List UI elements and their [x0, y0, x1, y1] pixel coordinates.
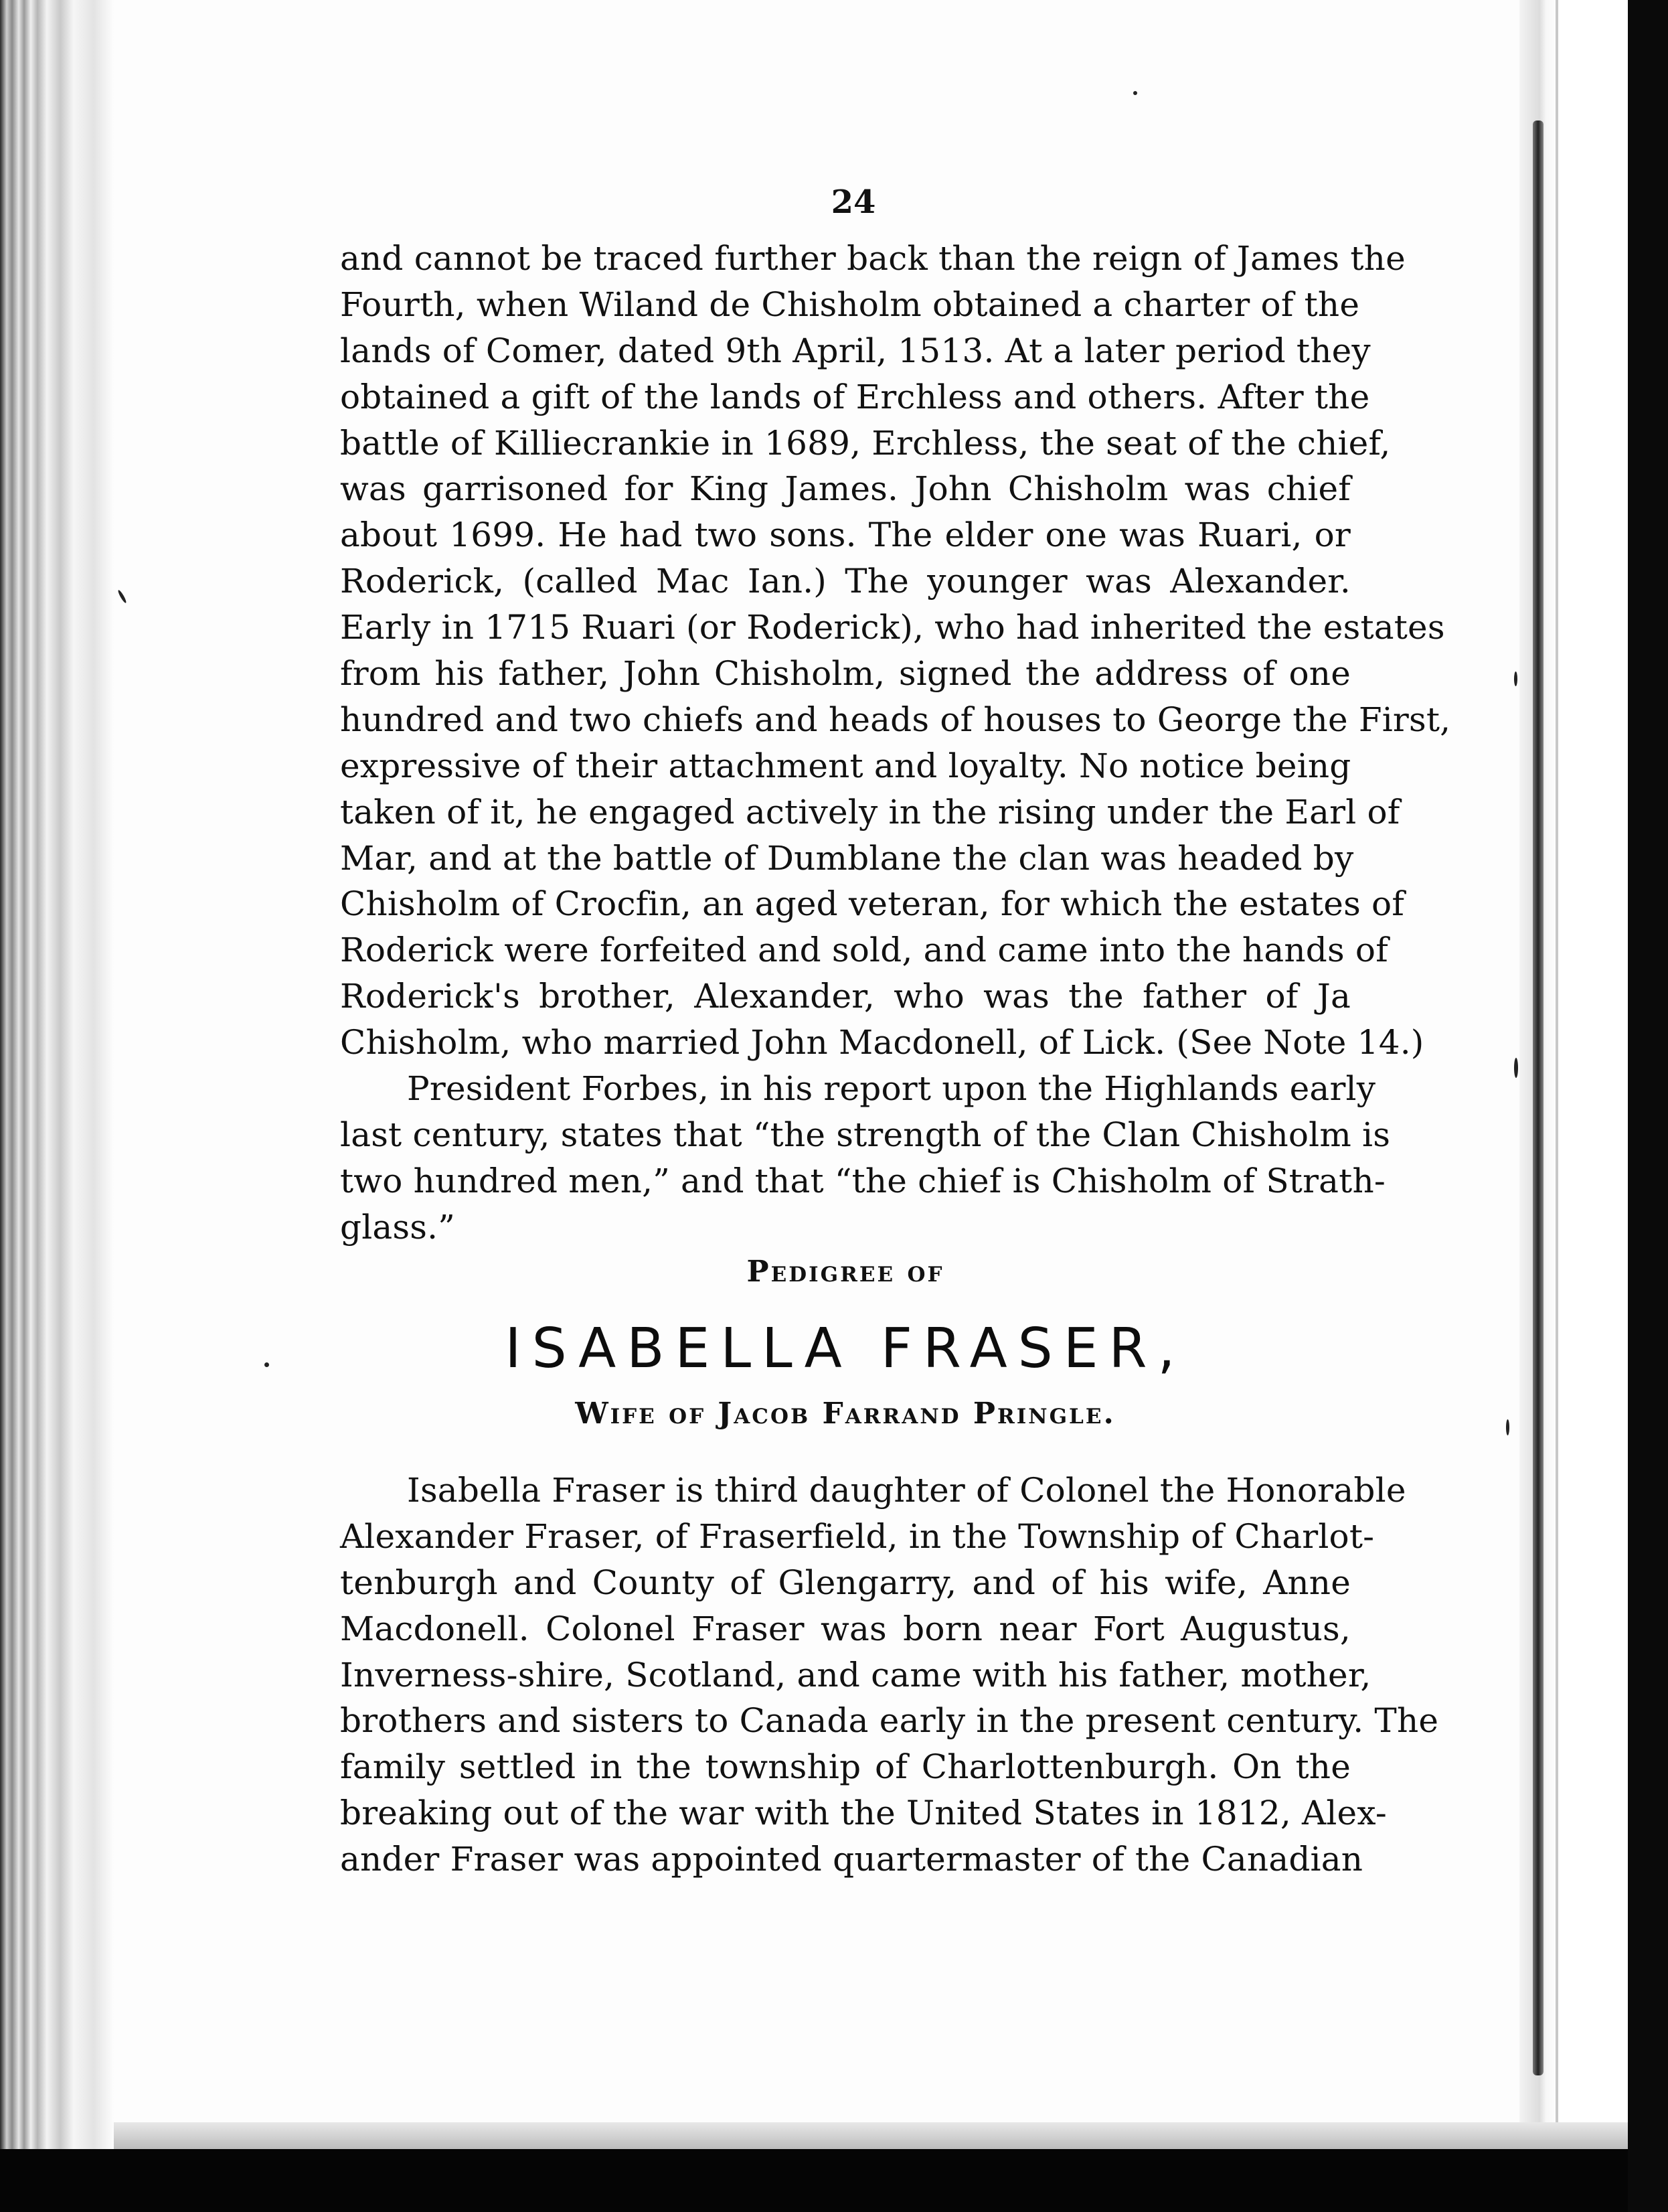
scan-speck	[1506, 1419, 1509, 1435]
paragraph-chisholm-history	[340, 236, 1451, 1066]
text-line: Macdonell. Colonel Fraser was born near Fort Augustus,	[340, 1609, 1351, 1648]
text-line: Isabella Fraser is third daughter of Colonel the Honorable	[407, 1471, 1406, 1510]
text-line: lands of Comer, dated 9th April, 1513. At a later period they	[340, 331, 1371, 370]
paragraph-president-forbes	[340, 1066, 1391, 1251]
text-line: battle of Killiecrankie in 1689, Erchless, the seat of the chief,	[340, 423, 1391, 463]
page-bottom-shadow	[114, 2122, 1628, 2149]
heading-isabella-fraser: ISABELLA FRASER,	[505, 1317, 1186, 1380]
text-line: taken of it, he engaged actively in the rising under the Earl of	[340, 792, 1400, 832]
text-line: Fourth, when Wiland de Chisholm obtained a charter of the	[340, 285, 1360, 324]
text-line: Alexander Fraser, of Fraserfield, in the Township of Charlot-	[340, 1516, 1375, 1556]
text-line: last century, states that “the strength of the Clan Chisholm is	[340, 1115, 1391, 1154]
text-line: Inverness-shire, Scotland, and came with his father, mother,	[340, 1655, 1371, 1694]
text-line: about 1699. He had two sons. The elder one was Ruari, or	[340, 516, 1351, 555]
text-line: Roderick, (called Mac Ian.) The younger was Alexander.	[340, 562, 1351, 601]
text-line: expressive of their attachment and loyalty. No notice being	[340, 746, 1351, 785]
text-line: breaking out of the war with the United States in 1812, Alex-	[340, 1794, 1387, 1833]
text-line: Roderick's brother, Alexander, who was the father of Ja	[340, 977, 1351, 1016]
text-line: brothers and sisters to Canada early in the present century. The	[340, 1701, 1439, 1741]
text-line: from his father, John Chisholm, signed the address of one	[340, 654, 1351, 694]
book-binding-edge	[0, 0, 114, 2149]
text-line: tenburgh and County of Glengarry, and of his wife, Anne	[340, 1563, 1351, 1602]
text-line: obtained a gift of the lands of Erchless and others. After the	[340, 377, 1370, 416]
text-line: two hundred men,” and that “the chief is Chisholm of Strath-	[340, 1161, 1386, 1200]
text-line: was garrisoned for King James. John Chisholm was chief	[340, 469, 1351, 509]
paragraph-isabella-fraser	[340, 1468, 1439, 1883]
text-line: and cannot be traced further back than the reign of James the	[340, 239, 1406, 278]
scan-speck	[1514, 672, 1517, 686]
scan-border-bottom	[0, 2149, 1668, 2212]
heading-wife-of: Wife of Jacob Farrand Pringle.	[575, 1397, 1116, 1431]
page-gutter-line	[1556, 0, 1558, 2149]
heading-pedigree-of: Pedigree of	[746, 1255, 944, 1289]
scan-speck	[1133, 91, 1137, 95]
text-line: Chisholm of Crocfin, an aged veteran, for which the estates of	[340, 884, 1405, 924]
text-line: Roderick were forfeited and sold, and came into the hands of	[340, 931, 1388, 970]
text-line: hundred and two chiefs and heads of houses to George the First,	[340, 700, 1451, 739]
text-line: Chisholm, who married John Macdonell, of Lick. (See Note 14.)	[340, 1023, 1424, 1062]
text-line: glass.”	[340, 1207, 455, 1247]
text-line: Early in 1715 Ruari (or Roderick), who had inherited the estates	[340, 608, 1445, 647]
page-number: 24	[831, 183, 876, 221]
page-fold-shadow	[1533, 121, 1544, 2075]
scan-border-right	[1628, 0, 1668, 2212]
text-line: ander Fraser was appointed quartermaster of the Canadian	[340, 1840, 1363, 1879]
scan-speck	[1514, 1058, 1518, 1078]
text-line: family settled in the township of Charlottenburgh. On the	[340, 1747, 1351, 1787]
text-line: President Forbes, in his report upon the Highlands early	[407, 1069, 1376, 1108]
text-line: Mar, and at the battle of Dumblane the clan was headed by	[340, 838, 1354, 878]
scan-speck	[264, 1362, 269, 1367]
